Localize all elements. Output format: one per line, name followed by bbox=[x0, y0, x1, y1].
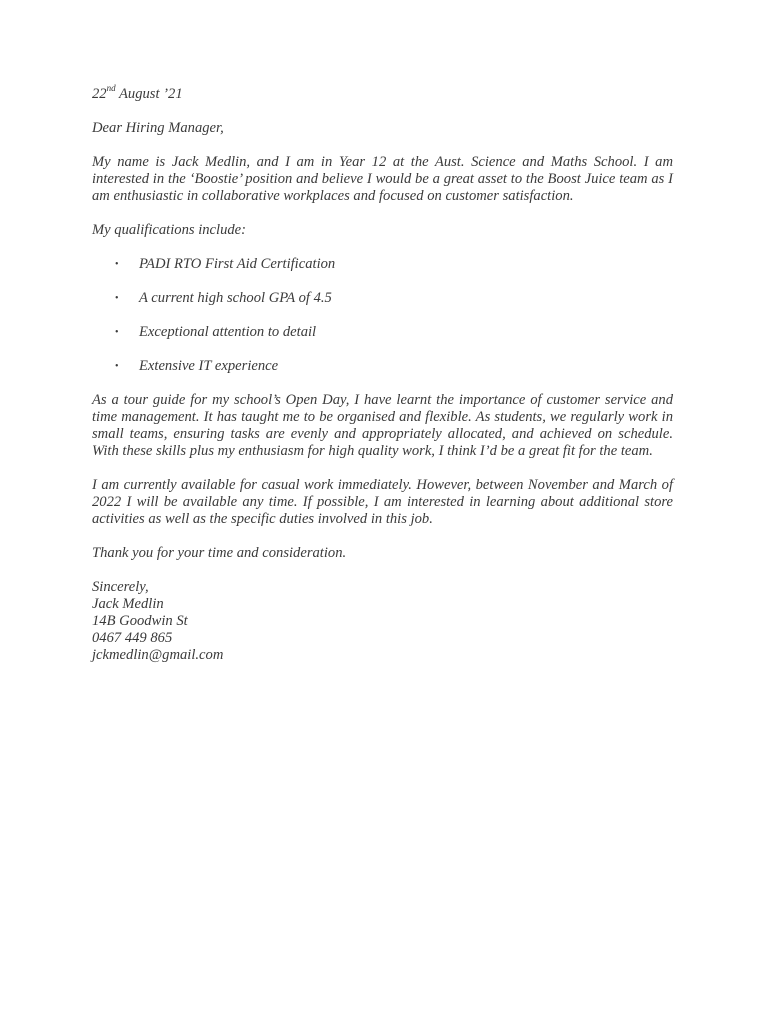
date-day: 22 bbox=[92, 86, 107, 102]
intro-paragraph: My name is Jack Medlin, and I am in Year 12 at the Aust. Science and Maths School. I am interested in the ‘Boostie’ position and believe I would be a great asset to the Boost Juice team as I am enthusiastic in collaborative workplaces and focused on customer satisfaction. bbox=[92, 154, 673, 204]
signature-block bbox=[92, 579, 673, 664]
qualification-text: PADI RTO First Aid Certification bbox=[139, 256, 336, 272]
experience-paragraph: As a tour guide for my school’s Open Day, I have learnt the importance of customer service and time management. It has taught me to be organised and flexible. As students, we regularly work in small teams, ensuring tasks are evenly and appropriately allocated, and achieved on schedule. With these skills plus my enthusiasm for high quality work, I think I’d be a great fit for the team. bbox=[92, 392, 673, 459]
letter-date bbox=[92, 83, 673, 103]
qualifications-heading: My qualifications include: bbox=[92, 222, 247, 238]
salutation: Dear Hiring Manager, bbox=[92, 120, 224, 136]
sender-name: Jack Medlin bbox=[92, 596, 164, 612]
bullet-icon: • bbox=[115, 259, 119, 270]
cover-letter bbox=[92, 83, 673, 664]
thanks-line: Thank you for your time and consideration. bbox=[92, 545, 347, 561]
bullet-icon: • bbox=[115, 327, 119, 338]
list-item bbox=[92, 290, 673, 307]
closing: Sincerely, bbox=[92, 579, 149, 595]
list-item bbox=[92, 256, 673, 273]
date-suffix: nd bbox=[106, 83, 116, 94]
sender-phone: 0467 449 865 bbox=[92, 630, 173, 646]
date-month-year: August ’21 bbox=[115, 86, 183, 102]
bullet-icon: • bbox=[115, 293, 119, 304]
availability-paragraph: I am currently available for casual work immediately. However, between November and March of 2022 I will be available any time. If possible, I am interested in learning about additional store activities as well as the specific duties involved in this job. bbox=[92, 477, 673, 527]
bullet-icon: • bbox=[115, 361, 119, 372]
sender-email: jckmedlin@gmail.com bbox=[92, 647, 224, 663]
qualifications-list bbox=[92, 256, 673, 375]
list-item bbox=[92, 358, 673, 375]
sender-address: 14B Goodwin St bbox=[92, 613, 188, 629]
qualification-text: Exceptional attention to detail bbox=[139, 324, 317, 340]
qualification-text: A current high school GPA of 4.5 bbox=[139, 290, 332, 306]
list-item bbox=[92, 324, 673, 341]
qualification-text: Extensive IT experience bbox=[139, 358, 279, 374]
